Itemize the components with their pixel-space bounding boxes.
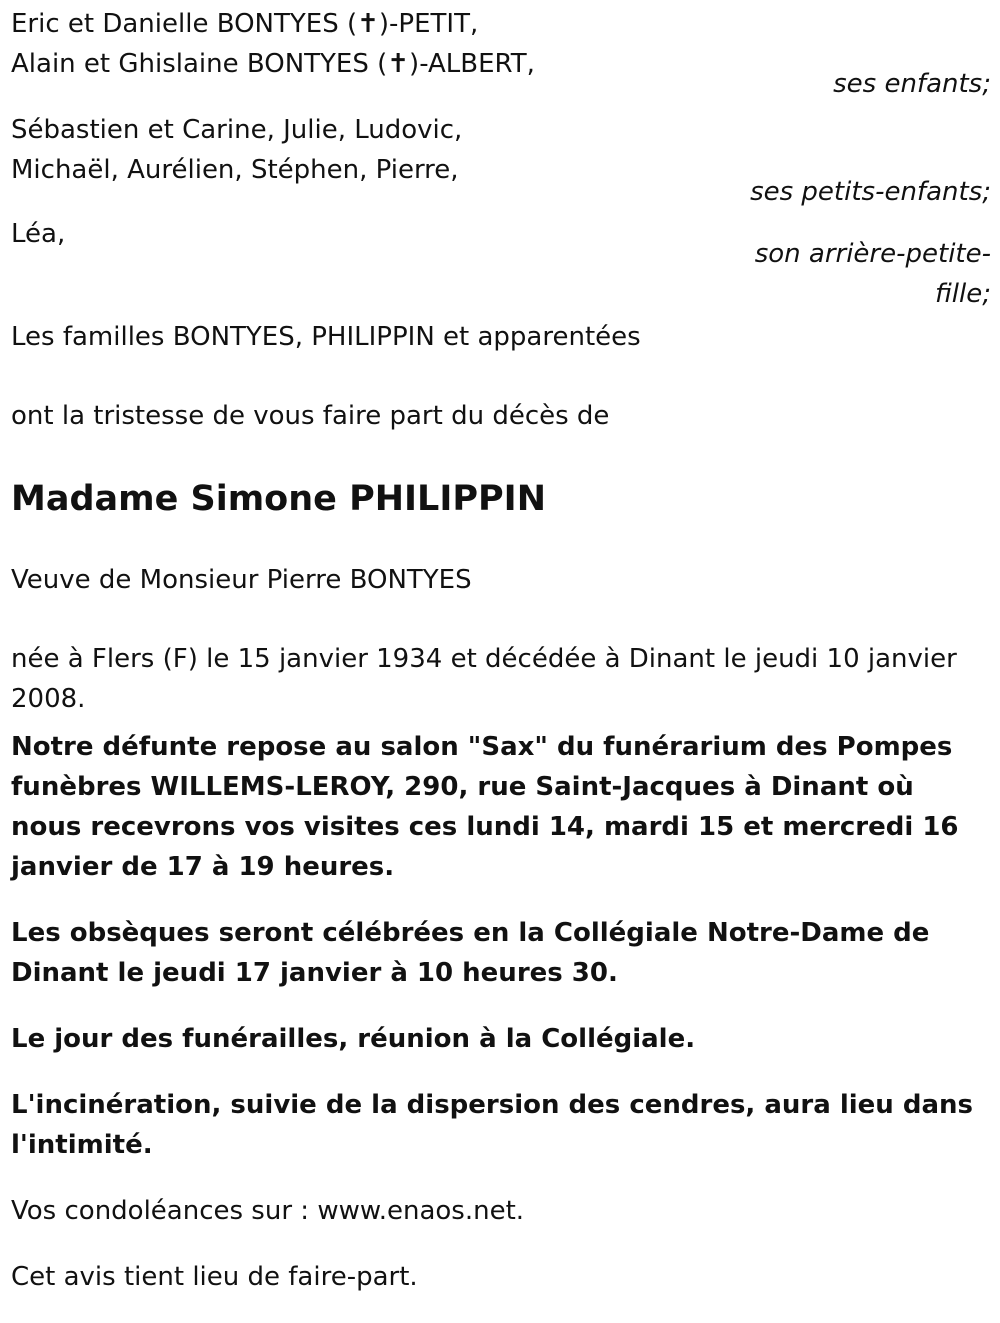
deceased-name: Madame Simone PHILIPPIN [11, 479, 546, 519]
announcement-line: ont la tristesse de vous faire part du décès de [11, 401, 610, 431]
families-line: Les familles BONTYES, PHILIPPIN et apparentées [11, 322, 641, 352]
great-grandchild-label-line-2: fille; [935, 279, 991, 309]
obituary-notice [11, 4, 991, 1323]
widow-of-line: Veuve de Monsieur Pierre BONTYES [11, 565, 472, 595]
great-grandchild-label [731, 234, 991, 314]
birth-death-paragraph: née à Flers (F) le 15 janvier 1934 et décédée à Dinant le jeudi 10 janvier 2008. [11, 644, 957, 714]
children-label: ses enfants; [833, 69, 991, 99]
funeral-paragraph: Les obsèques seront célébrées en la Collégiale Notre-Dame de Dinant le jeudi 17 janvier à 10 heures 30. [11, 918, 930, 988]
children-line-2: Alain et Ghislaine BONTYES (✝)-ALBERT, [11, 49, 535, 79]
grandchildren-label: ses petits-enfants; [750, 177, 991, 207]
children-line-1: Eric et Danielle BONTYES (✝)-PETIT, [11, 9, 479, 39]
grandchildren-line-1: Sébastien et Carine, Julie, Ludovic, [11, 115, 463, 145]
great-grandchild-label-line-1: son arrière-petite- [754, 239, 991, 269]
grandchildren-group [11, 110, 991, 210]
visitation-paragraph: Notre défunte repose au salon "Sax" du funérarium des Pompes funèbres WILLEMS-LEROY, 290, rue Saint-Jacques à Dinant où nous recevrons vos visites ces lundi 14, mardi 15 et mercredi 16 janvier de 17 à 19 heures. [11, 732, 959, 882]
gathering-paragraph: Le jour des funérailles, réunion à la Collégiale. [11, 1024, 696, 1054]
great-grandchild-line: Léa, [11, 219, 66, 249]
grandchildren-line-2: Michaël, Aurélien, Stéphen, Pierre, [11, 155, 459, 185]
great-grandchild-group [11, 214, 991, 309]
cremation-paragraph: L'incinération, suivie de la dispersion des cendres, aura lieu dans l'intimité. [11, 1090, 973, 1160]
notice-line: Cet avis tient lieu de faire-part. [11, 1262, 418, 1292]
condolences-line: Vos condoléances sur : www.enaos.net. [11, 1196, 525, 1226]
children-group [11, 4, 991, 104]
